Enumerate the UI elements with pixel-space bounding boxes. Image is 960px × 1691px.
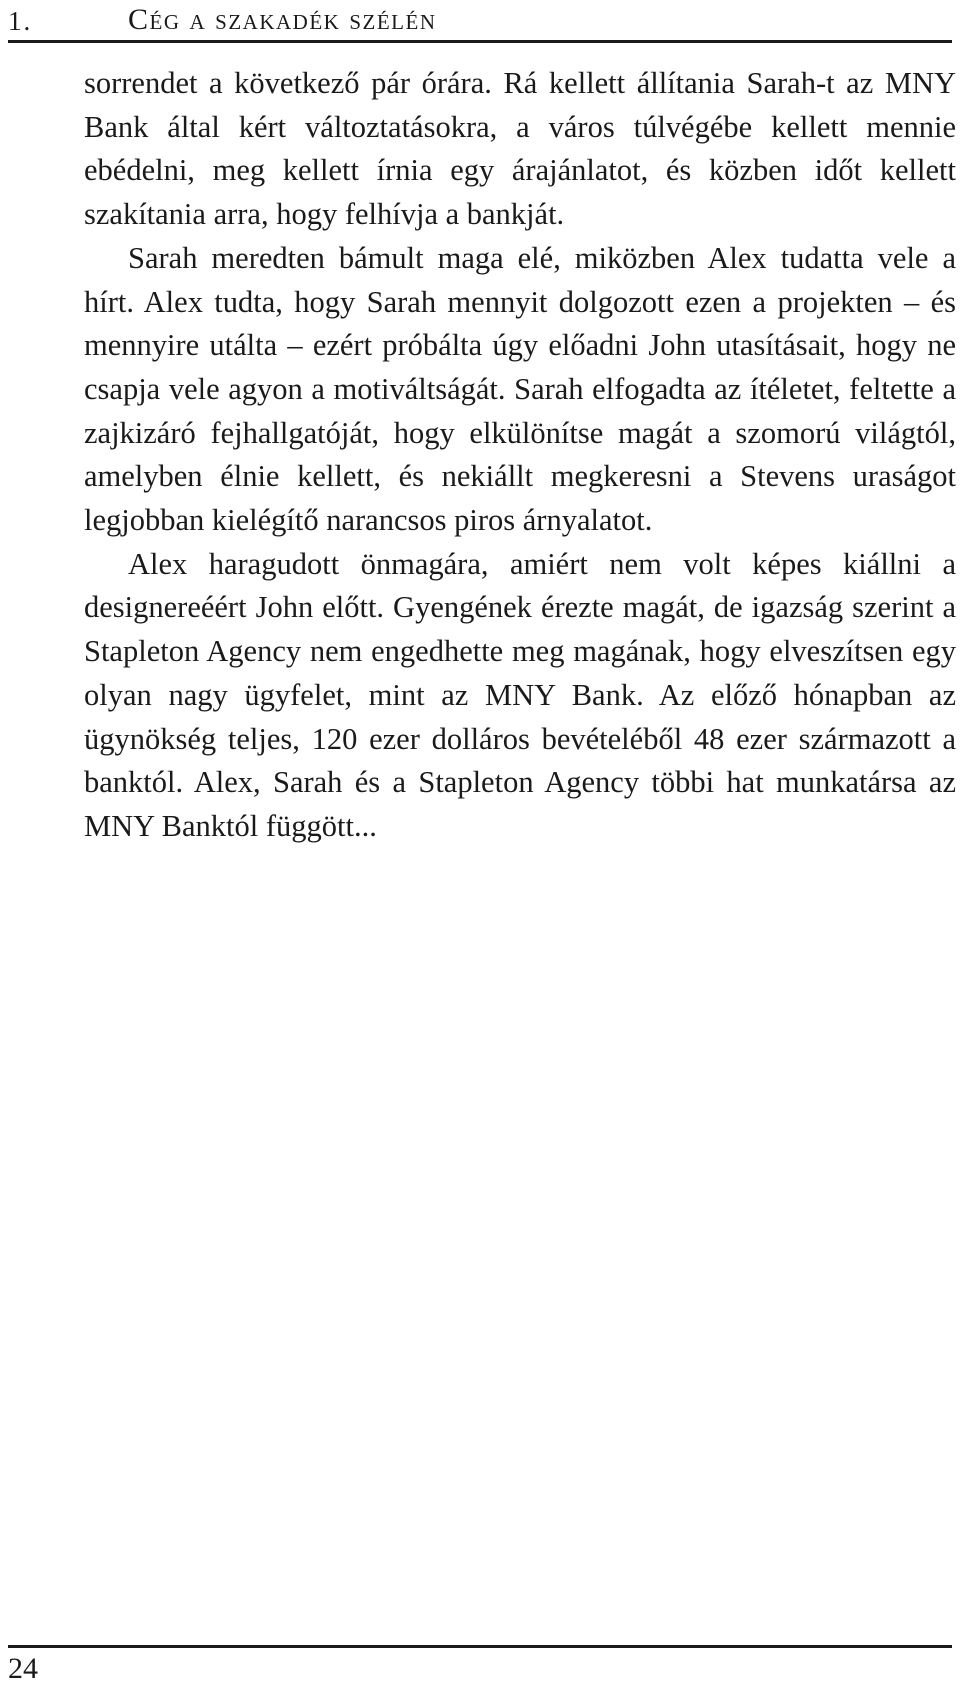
paragraph: Alex haragudott önmagára, amiért nem volt képes kiállni a designereéért John előtt. Gyengének érezte magát, de igazság szerint a Stapleton Agency nem engedhette meg magának, hogy elveszítsen egy olyan nagy ügyfelet, mint az MNY Bank. Az előző hónapban az ügynökség teljes, 120 ezer dolláros bevételéből 48 ezer származott a banktól. Alex, Sarah és a Stapleton Agency többi hat munkatársa az MNY Banktól függött... xyxy=(84,546,956,843)
chapter-title: Cég a szakadék szélén xyxy=(128,3,437,36)
footer-rule xyxy=(8,1645,952,1648)
page-number: 24 xyxy=(8,1652,38,1685)
body-text xyxy=(84,62,956,849)
paragraph: Sarah meredten bámult maga elé, miközben Alex tudatta vele a hírt. Alex tudta, hogy Sarah mennyit dolgozott ezen a projekten – és mennyire utálta – ezért próbálta úgy előadni John utasításait, hogy ne csapja vele agyon a motiváltságát. Sarah elfogadta az ítéletet, feltette a zajkizáró fejhallgatóját, hogy elkülönítse magát a szomorú világtól, amelyben élnie kellett, és nekiállt megkeresni a Stevens uraságot legjobban kielégítő narancsos piros árnyalatot. xyxy=(84,240,956,538)
running-head xyxy=(8,0,952,43)
paragraph-continuation: sorrendet a következő pár órára. Rá kellett állítania Sarah-t az MNY Bank által kért változtatásokra, a város túlvégébe kellett mennie ebédelni, meg kellett írnia egy árajánlatot, és közben időt kellett szakítania arra, hogy felhívja a bankját. xyxy=(84,66,956,232)
chapter-number: 1. xyxy=(8,6,33,36)
